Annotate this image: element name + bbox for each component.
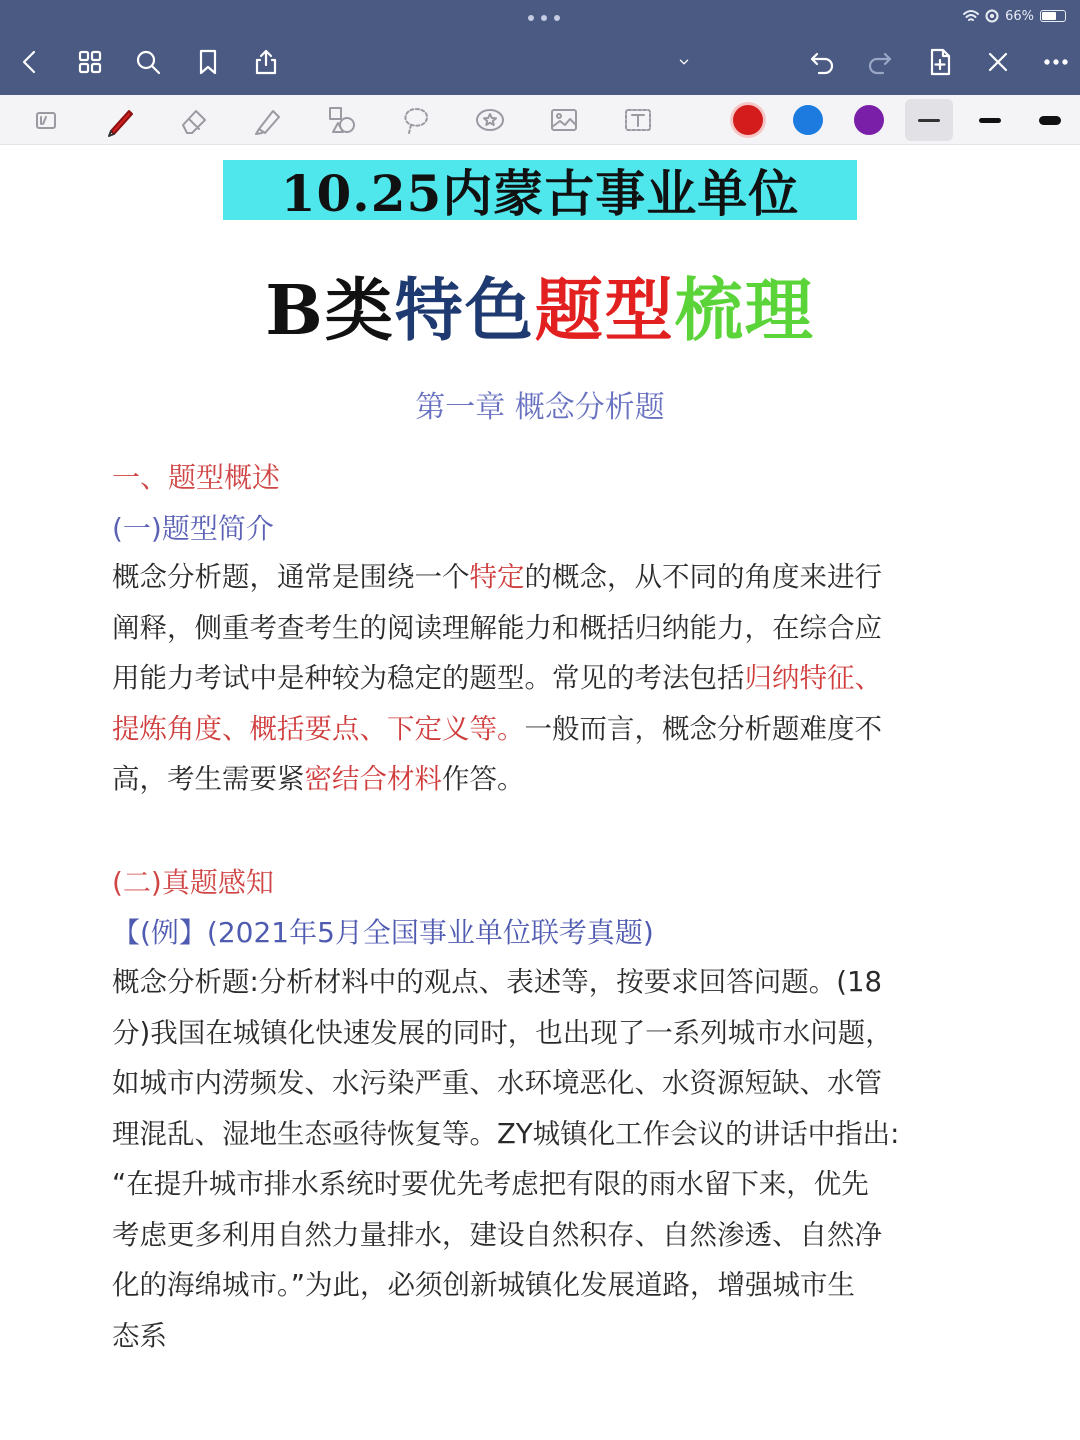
- question-line-5: “在提升城市排水系统时要优先考虑把有限的雨水留下来，优先: [112, 1168, 869, 1200]
- question-line-7: 化的海绵城市。”为此，必须创新城镇化发展道路，增强城市生: [112, 1269, 855, 1301]
- text-run: 用能力考试中是种较为稳定的题型。常见的考法包括: [112, 662, 745, 694]
- close-button[interactable]: [976, 40, 1020, 84]
- text-run: 高，考生需要紧: [112, 763, 305, 795]
- bookmark-button[interactable]: [186, 40, 230, 84]
- undo-icon: [807, 47, 837, 77]
- bookmark-icon: [193, 47, 223, 77]
- question-line-6: 考虑更多利用自然力量排水，建设自然积存、自然渗透、自然净: [112, 1218, 882, 1251]
- chapter-heading: 第一章 概念分析题: [415, 390, 665, 425]
- title-dropdown-button[interactable]: [662, 40, 706, 84]
- battery-percent: 66%: [1005, 8, 1034, 24]
- undo-button[interactable]: [800, 40, 844, 84]
- stroke-thick-button[interactable]: [1026, 99, 1074, 141]
- title-part-2: 特色: [394, 271, 535, 351]
- redo-icon: [865, 47, 895, 77]
- subsection-heading-example: (二)真题感知: [112, 866, 274, 899]
- stroke-thin-button[interactable]: [905, 99, 953, 141]
- color-swatch-purple: [854, 105, 884, 135]
- drawing-toolbar: [0, 95, 1080, 145]
- question-line-8: 态系: [112, 1319, 167, 1352]
- sticker-icon: [473, 103, 507, 137]
- question-line-4: 理混乱、湿地生态亟待恢复等。ZY城镇化工作会议的讲话中指出:: [112, 1117, 900, 1150]
- subsection-heading-intro: (一)题型简介: [112, 512, 274, 545]
- image-icon: [547, 103, 581, 137]
- highlighter-icon: [251, 103, 285, 137]
- image-tool[interactable]: [540, 99, 588, 141]
- color-swatch-blue: [793, 105, 823, 135]
- orientation-lock-icon: [985, 9, 999, 23]
- text-box-tool[interactable]: [614, 99, 662, 141]
- highlighter-tool[interactable]: [244, 99, 292, 141]
- title-banner: [223, 160, 857, 223]
- text-run: 一般而言，概念分析题难度不: [524, 712, 882, 745]
- question-line-2: 分)我国在城镇化快速发展的同时，也出现了一系列城市水问题，: [112, 1016, 893, 1049]
- eraser-tool[interactable]: [170, 99, 218, 141]
- intro-paragraph: [112, 552, 952, 805]
- chevron-left-icon: [15, 47, 45, 77]
- page-overview-button[interactable]: [68, 40, 112, 84]
- title-part-3: 题型: [534, 271, 675, 351]
- intro-line-3: [112, 653, 952, 704]
- text-run: 的概念，从不同的角度来进行: [524, 561, 882, 593]
- title-part-1: B类: [265, 271, 395, 351]
- back-button[interactable]: [8, 40, 52, 84]
- window-grabber[interactable]: [528, 14, 560, 22]
- lasso-select-tool[interactable]: [22, 99, 70, 141]
- highlight-run: 归纳特征、: [744, 662, 882, 694]
- color-blue-button[interactable]: [784, 99, 832, 141]
- grid-icon: [75, 47, 105, 77]
- sticker-tool[interactable]: [466, 99, 514, 141]
- highlight-run: 特定: [469, 561, 525, 593]
- intro-line-4: [112, 704, 952, 755]
- intro-line-2: 阐释，侧重考查考生的阅读理解能力和概括归纳能力，在综合应: [112, 611, 882, 644]
- section-heading: 一、题型概述: [112, 461, 281, 494]
- wifi-icon: [963, 9, 979, 23]
- lasso-select-icon: [29, 103, 63, 137]
- title-part-4: 梳理: [674, 271, 815, 351]
- page-title: [0, 268, 1080, 354]
- top-app-bar: [0, 0, 1080, 95]
- text-run: 概念分析题，通常是围绕一个: [112, 561, 470, 593]
- text-box-icon: [621, 103, 655, 137]
- shapes-tool[interactable]: [318, 99, 366, 141]
- search-button[interactable]: [126, 40, 170, 84]
- highlight-run: 密结合材料: [304, 763, 442, 795]
- example-title: 【(例】(2021年5月全国事业单位联考真题): [112, 916, 654, 949]
- pen-icon: [103, 103, 137, 137]
- stroke-thick-icon: [1039, 116, 1061, 125]
- intro-line-1: [112, 552, 952, 603]
- search-icon: [133, 47, 163, 77]
- stroke-thin-icon: [918, 119, 940, 122]
- pen-tool[interactable]: [96, 99, 144, 141]
- status-bar: [963, 6, 1066, 26]
- add-page-button[interactable]: [918, 40, 962, 84]
- question-line-3: 如城市内涝频发、水污染严重、水环境恶化、水资源短缺、水管: [112, 1067, 882, 1099]
- shapes-icon: [325, 103, 359, 137]
- question-paragraph: [112, 957, 952, 1361]
- color-purple-button[interactable]: [845, 99, 893, 141]
- share-icon: [251, 47, 281, 77]
- question-line-1: 概念分析题:分析材料中的观点、表述等，按要求回答问题。(18: [112, 966, 882, 998]
- close-icon: [983, 47, 1013, 77]
- more-button[interactable]: [1034, 40, 1078, 84]
- stroke-medium-icon: [979, 118, 1001, 123]
- add-page-icon: [925, 47, 955, 77]
- redo-button[interactable]: [858, 40, 902, 84]
- eraser-icon: [177, 103, 211, 137]
- color-red-button[interactable]: [724, 99, 772, 141]
- color-swatch-red: [733, 105, 763, 135]
- lasso-icon: [399, 103, 433, 137]
- text-run: 作答。: [442, 763, 525, 795]
- highlight-run: 提炼角度、概括要点、下定义等。: [112, 712, 525, 745]
- chevron-down-icon: [675, 53, 693, 71]
- stroke-medium-button[interactable]: [966, 99, 1014, 141]
- lasso-tool[interactable]: [392, 99, 440, 141]
- share-button[interactable]: [244, 40, 288, 84]
- battery-icon: [1040, 10, 1066, 22]
- more-icon: [1041, 47, 1071, 77]
- banner-title: 10.25内蒙古事业单位: [280, 164, 800, 223]
- intro-line-5: [112, 754, 952, 805]
